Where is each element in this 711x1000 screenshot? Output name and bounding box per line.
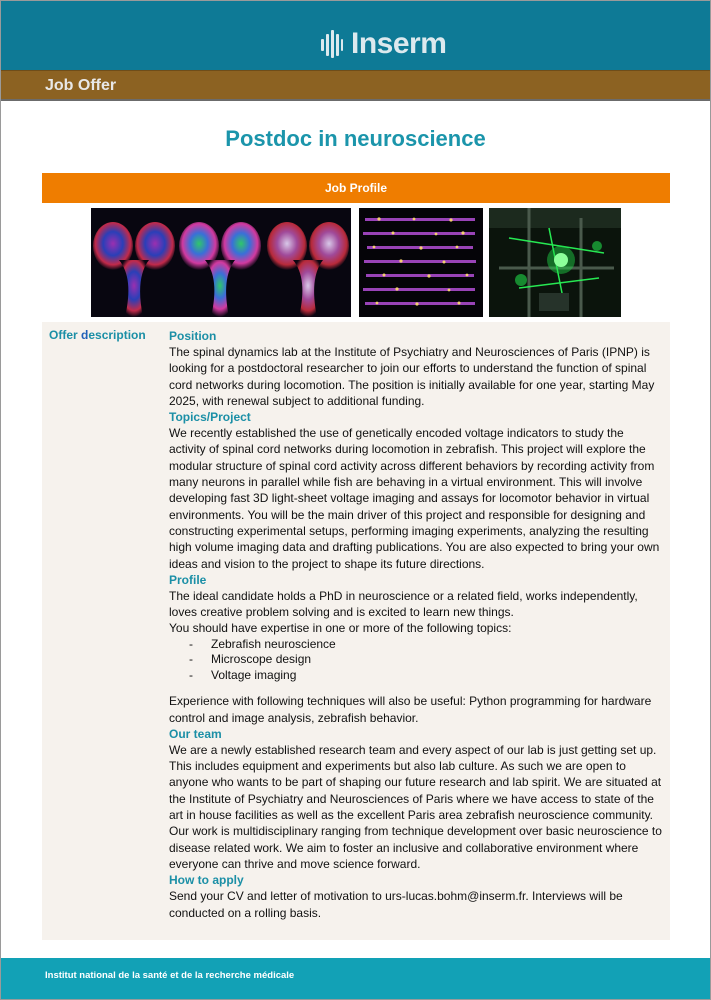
profile-heading: Profile <box>169 572 207 587</box>
profile-text-1: The ideal candidate holds a PhD in neuroscience or a related field, works independently, loves creative problem solving and is excited to learn new things. <box>169 588 638 620</box>
list-item: - Microscope design <box>189 652 663 668</box>
footer-text: Institut national de la santé et de la recherche médicale <box>45 970 295 981</box>
job-offer-bar <box>1 70 710 101</box>
profile-text-2: You should have expertise in one or more of the following topics: <box>169 621 512 636</box>
apply-text: Send your CV and letter of motivation to urs-lucas.bohm@inserm.fr. Interviews will be conducted on a rolling basis. <box>169 889 623 920</box>
microscope-setup-image <box>489 208 621 317</box>
team-text: We are a newly established research team and every aspect of our lab is just getting set up. This includes equipment and experiments but also lab culture. As such we are open to anyone who wants to be part of shaping our future research and lab spirit. We are situated at the Institute of Psychiatry and Neurosciences of Paris where we have access to state of the art in house facilities as well as the excellent Paris area zebrafish neuroscience community. Our work is multidisciplinary ranging from technique development over basic neuroscience to disease related work. We aim to foster an inclusive and collaborative environment where everyone can thrive and move science forward. <box>169 742 662 871</box>
offer-description-label <box>49 328 146 342</box>
offer-content <box>169 328 663 921</box>
job-profile-bar: Job Profile <box>42 173 670 203</box>
job-offer-label: Job Offer <box>45 77 117 94</box>
apply-heading: How to apply <box>169 873 244 888</box>
zebrafish-brain-image <box>91 208 351 317</box>
header-banner <box>1 1 710 70</box>
topics-heading: Topics/Project <box>169 410 251 425</box>
offer-label-d: d <box>81 328 89 342</box>
offer-label-rest: escription <box>88 328 146 342</box>
page-title: Postdoc in neuroscience <box>225 126 486 151</box>
position-heading: Position <box>169 329 217 343</box>
team-heading: Our team <box>169 726 222 741</box>
list-item: - Voltage imaging <box>189 668 663 684</box>
profile-text-3: Experience with following techniques will also be useful: Python programming for hardware control and image analysis, zebrafish behavior. <box>169 694 652 725</box>
logo-text: Inserm <box>351 27 447 60</box>
inserm-logo <box>321 25 446 63</box>
voltage-imaging-image <box>359 208 483 317</box>
offer-label-prefix: Offer <box>49 328 82 342</box>
inserm-logo-icon <box>321 30 343 58</box>
footer-bar <box>1 958 710 999</box>
list-item: - Zebrafish neuroscience <box>189 637 663 653</box>
topics-text: We recently established the use of genetically encoded voltage indicators to study the activity of spinal cord networks during locomotion in zebrafish. This project will explore the modular structure of spinal cord activity across different behaviors by recording activity from many neurons in parallel while fish are behaving in a virtual environment. This will involve developing fast 3D light-sheet voltage imaging and assays for locomotor behavior in virtual environments. You will be the main driver of this project and responsible for designing and constructing experimental setups, performing imaging experiments, analyzing the resulting high volume imaging data and drafting publications. You are also expected to bring your own ideas and vision to the project to shape its future directions. <box>169 426 660 571</box>
position-text: The spinal dynamics lab at the Institute of Psychiatry and Neurosciences of Paris (IPNP) is looking for a postdoctoral researcher to join our efforts to understand the function of spinal cord networks during locomotion. The position is initially available for one year, starting May 2025, with renewal subject to additional funding. <box>169 345 655 408</box>
expertise-list <box>169 637 663 684</box>
